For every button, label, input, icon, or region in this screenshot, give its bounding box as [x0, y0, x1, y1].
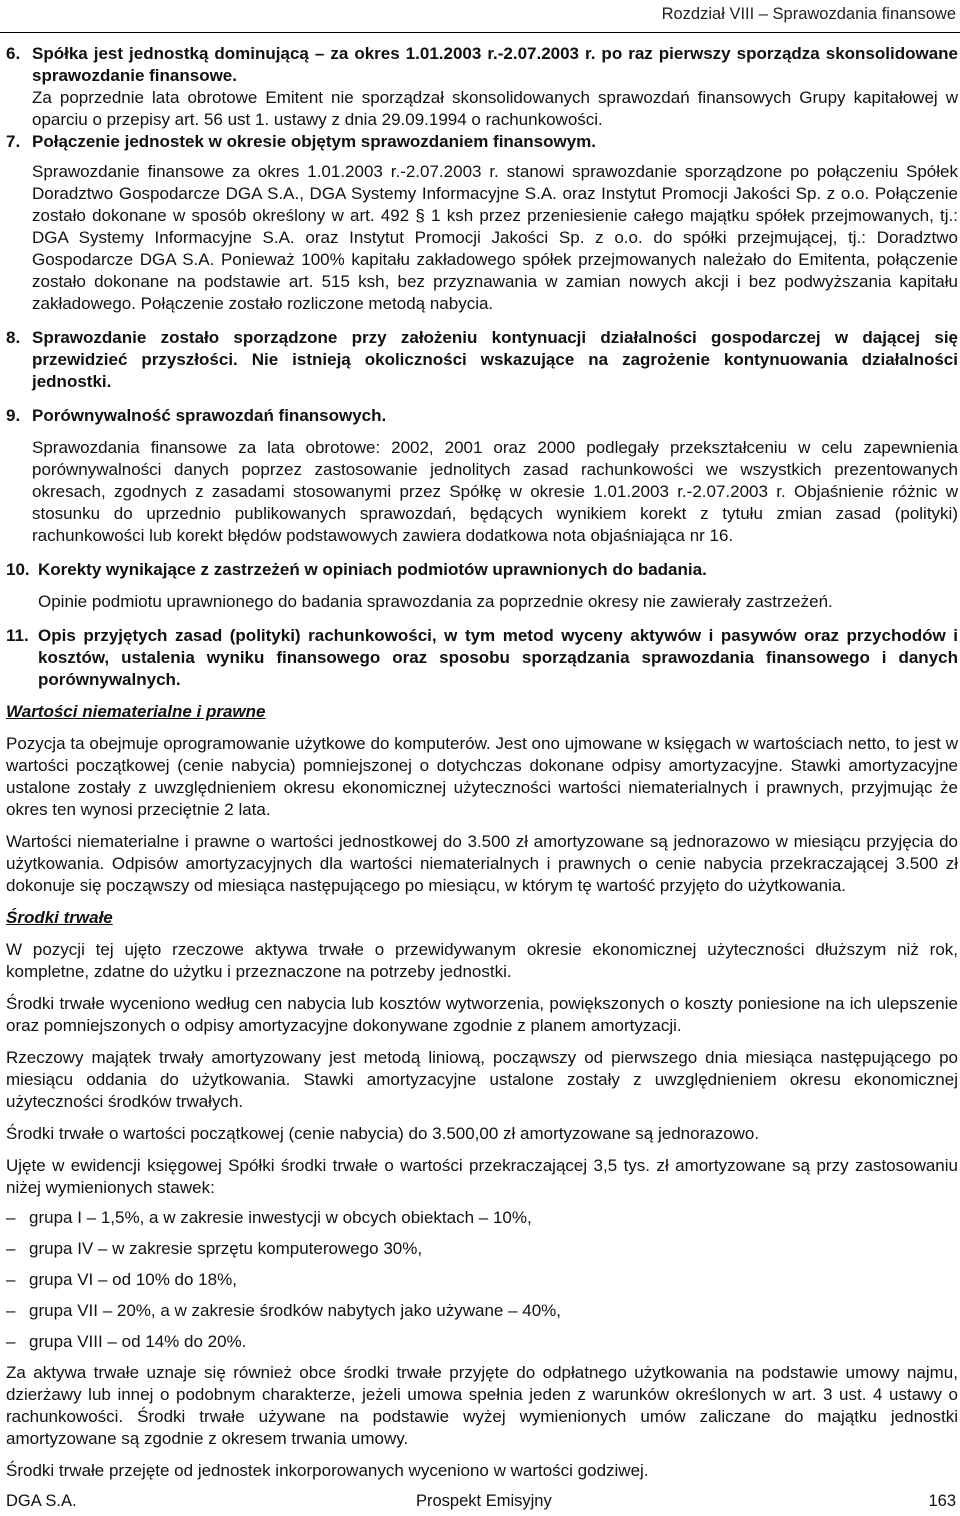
- list-item-text: grupa I – 1,5%, a w zakresie inwestycji w obcych obiektach – 10%,: [29, 1208, 532, 1227]
- list-item: [6, 1300, 958, 1322]
- list-item: [6, 1207, 958, 1229]
- dash-bullet: –: [6, 1208, 16, 1227]
- section-9-text: Sprawozdania finansowe za lata obrotowe: 2002, 2001 oraz 2000 podlegały przekształceniu w celu zapewnienia porównywalności danych poprzez zastosowanie jednolitych zasad rachunkowości we wszystkich prezentowanych okresach, zgodnych z zasadami stosowanymi przez Spółkę w okresie 1.01.2003 r.-2.07.2003 r. Objaśnienie różnic w stosunku do uprzednio publikowanych sprawozdań, będących wynikiem korekt z tytułu zmian zasad (polityki) rachunkowości lub korekt błędów podstawowych zawiera dodatkowa nota objaśniająca nr 16.: [32, 438, 958, 545]
- section-number: 7.: [6, 132, 21, 151]
- page-footer: [6, 1492, 956, 1512]
- list-item: [6, 1269, 958, 1291]
- depreciation-rates-list: [6, 1207, 958, 1353]
- section-11-heading: [6, 625, 958, 691]
- section-10-heading: [6, 559, 958, 581]
- fixed-assets-paragraph: Ujęte w ewidencji księgowej Spółki środki trwałe o wartości przekraczającej 3,5 tys. zł amortyzowane są przy zastosowaniu niżej wymienionych stawek:: [6, 1156, 958, 1197]
- fixed-assets-paragraph: Środki trwałe o wartości początkowej (cenie nabycia) do 3.500,00 zł amortyzowane są jednorazowo.: [6, 1124, 760, 1143]
- section-number: 11.: [6, 626, 29, 645]
- section-6-text: Za poprzednie lata obrotowe Emitent nie sporządzał skonsolidowanych sprawozdań finansowych Grupy kapitałowej w oparciu o przepisy art. 56 ust 1. ustawy z dnia 29.09.1994 o rachunkowości.: [32, 88, 958, 129]
- intangibles-paragraph: Pozycja ta obejmuje oprogramowanie użytkowe do komputerów. Jest ono ujmowane w księgach w wartościach netto, to jest w wartości początkowej (cenie nabycia) pomniejszonej o dotychczas dokonane odpisy amortyzacyjne. Stawki amortyzacyjne ustalone zostały z uwzględnieniem okresu ekonomicznej użyteczności wartości niematerialnych i prawnych, przyjmując że okres ten wynosi przeciętnie 2 lata.: [6, 734, 958, 819]
- dash-bullet: –: [6, 1301, 16, 1320]
- list-item-text: grupa IV – w zakresie sprzętu komputerowego 30%,: [29, 1239, 423, 1258]
- section-number: 9.: [6, 406, 21, 425]
- fixed-assets-paragraph: Środki trwałe przejęte od jednostek inkorporowanych wyceniono w wartości godziwej.: [6, 1461, 649, 1480]
- fixed-assets-paragraph: W pozycji tej ujęto rzeczowe aktywa trwałe o przewidywanym okresie ekonomicznej użyteczności dłuższym niż rok, kompletne, zdatne do użytku i przeznaczone na potrzeby jednostki.: [6, 940, 958, 981]
- list-item: [6, 1238, 958, 1260]
- page-content: [6, 43, 958, 1482]
- section-title: Spółka jest jednostką dominującą – za okres 1.01.2003 r.-2.07.2003 r. po raz pierwszy sporządza skonsolidowane sprawozdanie finansowe.: [32, 44, 958, 85]
- footer-company: DGA S.A.: [6, 1492, 77, 1510]
- list-item-text: grupa VII – 20%, a w zakresie środków nabytych jako używane – 40%,: [29, 1301, 562, 1320]
- section-7-heading: [6, 131, 958, 153]
- header-rule: [0, 32, 960, 33]
- section-6-heading: [6, 43, 958, 87]
- section-9-heading: [6, 405, 958, 427]
- section-title: Korekty wynikające z zastrzeżeń w opiniach podmiotów uprawnionych do badania.: [38, 560, 707, 579]
- section-number: 6.: [6, 44, 21, 63]
- section-8-heading: [6, 327, 958, 393]
- footer-document-title: Prospekt Emisyjny: [416, 1492, 552, 1510]
- section-number: 10.: [6, 560, 30, 579]
- section-title: Sprawozdanie zostało sporządzone przy założeniu kontynuacji działalności gospodarczej w dającej się przewidzieć przyszłości. Nie istnieją okoliczności wskazujące na zagrożenie kontynuowania działalności jednostki.: [32, 328, 958, 391]
- section-number: 8.: [6, 328, 21, 347]
- section-title: Połączenie jednostek w okresie objętym sprawozdaniem finansowym.: [32, 132, 597, 151]
- dash-bullet: –: [6, 1332, 16, 1351]
- list-item-text: grupa VIII – od 14% do 20%.: [29, 1332, 247, 1351]
- section-title: Porównywalność sprawozdań finansowych.: [32, 406, 387, 425]
- fixed-assets-heading: Środki trwałe: [6, 908, 113, 927]
- page-number: 163: [928, 1492, 956, 1510]
- dash-bullet: –: [6, 1270, 16, 1289]
- dash-bullet: –: [6, 1239, 16, 1258]
- fixed-assets-paragraph: Środki trwałe wyceniono według cen nabycia lub kosztów wytworzenia, powiększonych o koszty poniesione na ich ulepszenie oraz pomniejszonych o odpisy amortyzacyjne dokonywane zgodnie z planem amortyzacji.: [6, 994, 958, 1035]
- running-header: Rozdział VIII – Sprawozdania finansowe: [661, 5, 956, 23]
- section-title: Opis przyjętych zasad (polityki) rachunkowości, w tym metod wyceny aktywów i pasywów oraz przychodów i kosztów, ustalenia wyniku finansowego oraz sposobu sporządzania sprawozdania finansowego i danych porównywalnych.: [38, 626, 958, 689]
- list-item: [6, 1331, 958, 1353]
- list-item-text: grupa VI – od 10% do 18%,: [29, 1270, 237, 1289]
- section-7-text: Sprawozdanie finansowe za okres 1.01.2003 r.-2.07.2003 r. stanowi sprawozdanie sporządzone po połączeniu Spółek Doradztwo Gospodarcze DGA S.A., DGA Systemy Informacyjne S.A. oraz Instytut Promocji Jakości Sp. z o.o. Połączenie zostało dokonane w sposób określony w art. 492 § 1 ksh przez przeniesienie całego majątku spółek przejmowanych, tj.: DGA Systemy Informacyjne S.A. oraz Instytut Promocji Jakości Sp. z o.o. do spółki przejmującej, tj.: Doradztwo Gospodarcze DGA S.A. Ponieważ 100% kapitału zakładowego spółek przejmowanych należało do Emitenta, połączenie zostało dokonane na podstawie art. 515 ksh, bez przyznawania w zamian nowych akcji i bez podwyższania kapitału zakładowego. Połączenie zostało rozliczone metodą nabycia.: [32, 162, 958, 313]
- section-10-text: Opinie podmiotu uprawnionego do badania sprawozdania za poprzednie okresy nie zawierały zastrzeżeń.: [38, 592, 833, 611]
- intangibles-heading: Wartości niematerialne i prawne: [6, 702, 266, 721]
- fixed-assets-paragraph: Rzeczowy majątek trwały amortyzowany jest metodą liniową, począwszy od pierwszego dnia miesiąca następującego po miesiącu oddania do użytkowania. Stawki amortyzacyjne ustalone zostały z uwzględnieniem okresu ekonomicznej użyteczności środków trwałych.: [6, 1048, 958, 1111]
- intangibles-paragraph: Wartości niematerialne i prawne o wartości jednostkowej do 3.500 zł amortyzowane są jednorazowo w miesiącu przyjęcia do użytkowania. Odpisów amortyzacyjnych dla wartości niematerialnych i prawnych o cenie nabycia przekraczającej 3.500 zł dokonuje się począwszy od miesiąca następującego po miesiącu, w którym tę wartość przyjęto do użytkowania.: [6, 832, 958, 895]
- fixed-assets-paragraph: Za aktywa trwałe uznaje się również obce środki trwałe przyjęte do odpłatnego użytkowania na podstawie umowy najmu, dzierżawy lub innej o podobnym charakterze, jeżeli umowa spełnia jeden z warunków określonych w art. 3 ust. 4 ustawy o rachunkowości. Środki trwałe używane na podstawie wyżej wymienionych umów zaliczane do majątku jednostki amortyzowane są zgodnie z okresem trwania umowy.: [6, 1363, 958, 1448]
